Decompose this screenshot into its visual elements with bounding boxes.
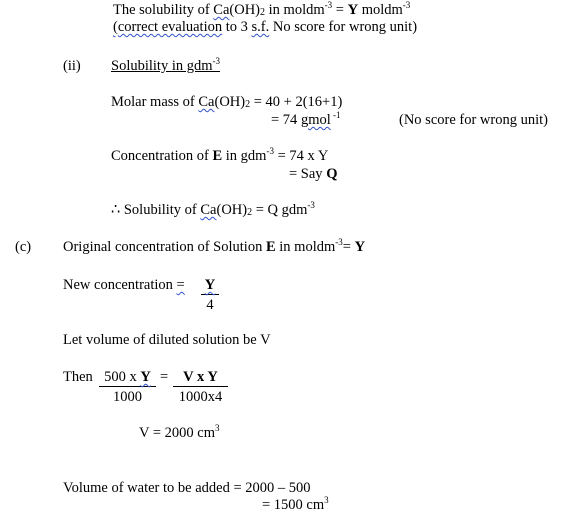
text: No score for wrong unit): [269, 19, 418, 35]
equals-sign: =: [160, 369, 169, 385]
text: gmol: [300, 112, 331, 128]
text: = 74: [271, 112, 301, 128]
text: = Say: [289, 166, 327, 182]
numerator: Y: [201, 278, 219, 295]
text: = Q gdm: [252, 202, 308, 218]
e-symbol: E: [212, 148, 223, 164]
text: to 3: [222, 19, 252, 35]
numerator: V x Y: [173, 370, 228, 387]
new-concentration-label: [63, 278, 185, 293]
ca-symbol: Ca: [200, 202, 217, 218]
text: 500 x: [104, 369, 141, 385]
text: =: [342, 239, 355, 255]
text: (: [113, 19, 118, 35]
volume-result: [139, 423, 220, 441]
water-volume-result: [262, 495, 329, 513]
text: in moldm: [265, 2, 325, 18]
exponent: -3: [324, 0, 333, 10]
molar-mass-line: [111, 95, 342, 110]
evaluation-note: [113, 20, 417, 35]
text: (OH): [214, 94, 246, 110]
text: =: [332, 2, 348, 18]
molar-mass-result: [271, 110, 341, 128]
exponent: -3: [402, 0, 411, 10]
denominator: 4: [206, 296, 214, 313]
exponent: 3: [214, 423, 220, 433]
concentration-line: [111, 146, 329, 164]
text: in gdm: [222, 148, 267, 164]
text: in moldm: [275, 239, 336, 255]
text: ∴ Solubility of: [111, 202, 201, 218]
denominator: 1000x4: [178, 388, 223, 405]
text: = 1500 cm: [262, 497, 325, 513]
text: (OH): [229, 2, 261, 18]
y-symbol: Y: [354, 239, 366, 255]
denominator: 1000: [113, 388, 142, 405]
ca-symbol: Ca: [213, 2, 230, 18]
subscript: 2: [260, 7, 266, 18]
text: =: [176, 277, 185, 293]
subscript: 2: [245, 99, 251, 110]
let-volume-line: Let volume of diluted solution be V: [63, 332, 271, 348]
ca-symbol: Ca: [198, 94, 215, 110]
part-ii-label: (ii): [63, 58, 81, 74]
text: Concentration of: [111, 148, 213, 164]
exponent: -3: [335, 237, 343, 247]
right-fraction: [173, 370, 228, 404]
exponent: -1: [330, 110, 341, 120]
y-symbol: Y: [140, 369, 151, 385]
part-ii-heading: [111, 56, 221, 74]
exponent: -3: [266, 146, 274, 156]
text: Original concentration of Solution: [63, 239, 266, 255]
text: moldm: [358, 2, 403, 18]
text: New concentration: [63, 277, 177, 293]
say-q-line: [289, 167, 337, 182]
exponent: 3: [324, 495, 329, 505]
text: = 40 + 2(16+1): [250, 94, 343, 110]
solubility-gdm-line: [111, 200, 315, 218]
left-fraction: [99, 370, 156, 404]
q-symbol: Q: [326, 166, 338, 182]
text: Molar mass of: [111, 94, 199, 110]
part-c-label: (c): [15, 239, 32, 255]
text: The solubility of: [113, 2, 214, 18]
text: Solubility in gdm: [111, 58, 213, 74]
wrong-unit-note: (No score for wrong unit): [399, 112, 548, 128]
text: = 74 x Y: [273, 148, 329, 164]
numerator: [99, 370, 156, 387]
text: s.f.: [251, 19, 270, 35]
then-label: Then: [63, 369, 93, 385]
y-symbol: Y: [347, 2, 359, 18]
text: correct evaluation: [117, 19, 223, 35]
text: V = 2000 cm: [139, 425, 215, 441]
solubility-moldm-line: [113, 0, 411, 18]
text: (OH): [216, 202, 248, 218]
e-symbol: E: [265, 239, 276, 255]
original-concentration-line: [63, 237, 366, 255]
water-volume-line: Volume of water to be added = 2000 – 500: [63, 480, 311, 496]
y-over-4-fraction: [201, 278, 219, 312]
exponent: -3: [307, 200, 315, 210]
exponent: -3: [212, 56, 221, 66]
subscript: 2: [247, 207, 253, 218]
